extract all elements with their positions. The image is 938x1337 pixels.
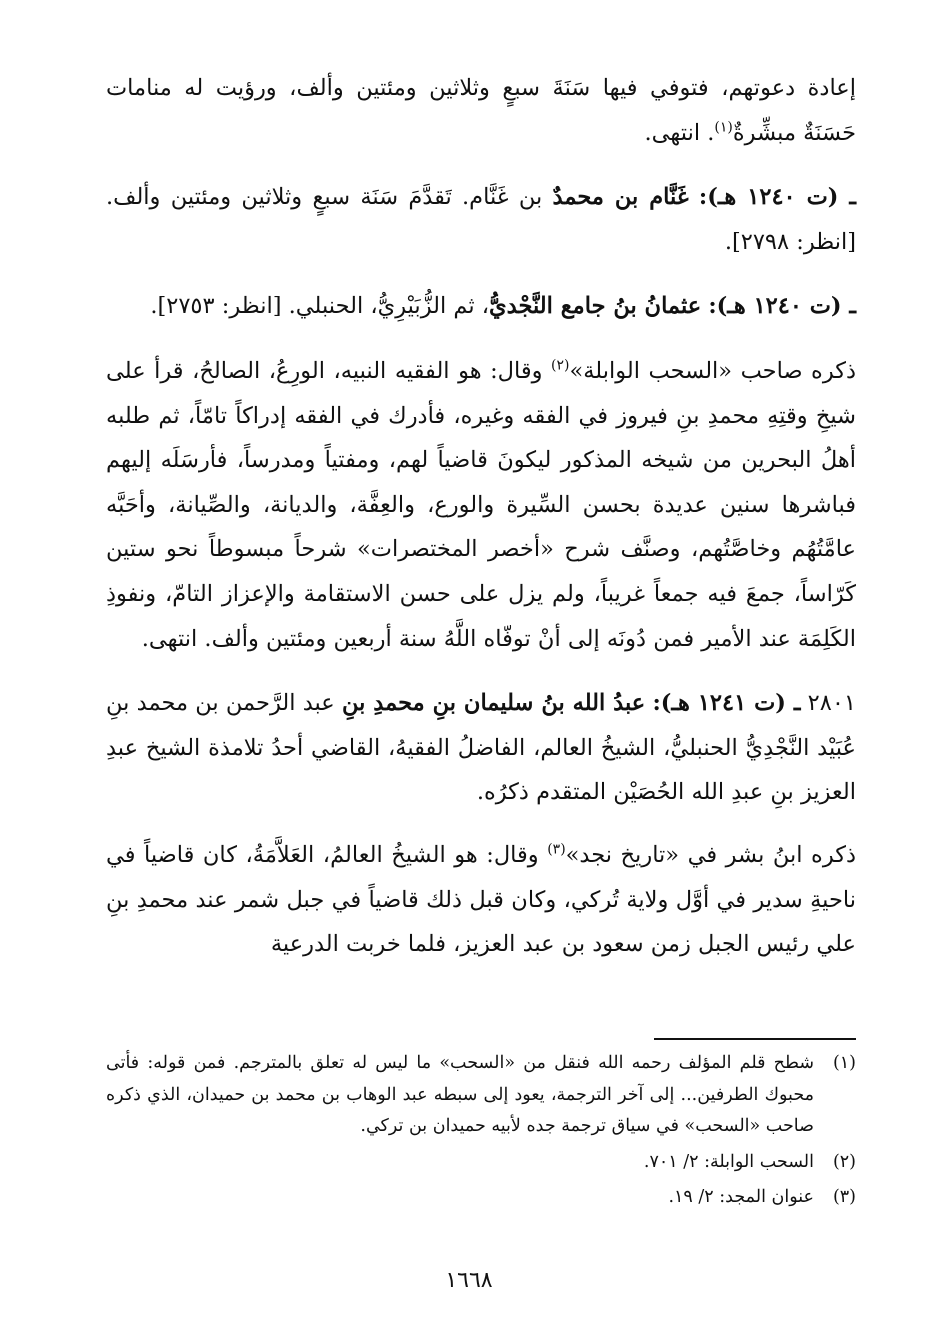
paragraph-uthman-bio	[106, 349, 856, 661]
footnote-1	[106, 1048, 856, 1143]
entry-text: بن غَنَّام. تَقدَّمَ سَنَة سبعٍ وثلاثين ومئتين وألف. [انظر: ٢٧٩٨].	[106, 184, 856, 255]
footnote-ref-1[interactable]: (١)	[714, 119, 733, 136]
footnote-text: عنوان المجد: ٢/ ١٩.	[668, 1187, 814, 1207]
entry-date: ـ (ت ١٢٤١ هـ):	[652, 690, 801, 717]
entry-date: ـ (ت ١٢٤٠ هـ):	[698, 184, 856, 211]
entry-text: عبد الرَّحمن بن محمد بنِ عُبَيْد النَّجْدِيُّ الحنبليُّ، الشيخُ العالم، الفاضلُ الفقيهُ، القاضي أحدُ تلامذة الشيخ عبدِ العزيز بنِ عبدِ الله الحُصَيْن المتقدم ذكرُه.	[106, 690, 856, 806]
footnote-text: السحب الوابلة: ٢/ ٧٠١.	[643, 1151, 814, 1172]
entry-name: غَنَّام بن محمدٌ	[552, 184, 689, 211]
paragraph-text: وقال: هو الشيخُ العالمُ، العَلاَّمَةُ، كان قاضياً في ناحيةِ سدير في أوَّل ولاية تُركي، وكان قبل ذلك قاضياً في جبل شمر عند محمدِ بنِ علي رئيس الجبل زمن سعود بن عبد العزيز، فلما خربت الدرعية	[106, 841, 856, 958]
paragraph-text: إعادة دعوتهم، فتوفي فيها سَنَةَ سبعٍ وثلاثين ومئتين وألف، ورؤيت له منامات حَسَنَةٌ مبشِّرةٌ	[106, 75, 856, 146]
entry-name: عبدُ الله بنُ سليمان بنِ محمدِ بنِ	[341, 690, 646, 717]
page-number: ١٦٦٨	[445, 1268, 493, 1293]
footnote-ref-2[interactable]: (٢)	[551, 357, 570, 374]
paragraph-abdullah-bio	[106, 833, 856, 967]
entry-number: ٢٨٠١	[807, 690, 857, 717]
paragraph-text-tail: . انتهى.	[644, 119, 715, 146]
footnote-number: (١)	[832, 1053, 856, 1073]
entry-date: ـ (ت ١٢٤٠ هـ):	[708, 293, 856, 320]
entry-text: ، ثم الزُّبَيْرِيُّ، الحنبلي. [انظر: ٢٧٥٣].	[150, 293, 490, 320]
entry-uthman	[106, 284, 856, 329]
entry-ghannam	[106, 175, 856, 264]
footnote-3	[106, 1182, 856, 1214]
footnote-ref-3[interactable]: (٣)	[547, 841, 566, 858]
paragraph-text: وقال: هو الفقيه النبيه، الورِعُ، الصالحُ، قرأ على شيخِ وقتِهِ محمدِ بنِ فيروز في الفقه وغيره، فأدرك في الفقه إدراكاً تامّاً، ثم طلبه أهلُ البحرين من شيخه المذكور ليكونَ قاضياً لهم، ومفتياً ومدرساً، فأرسَلَه إليهم فباشرها سنين عديدة بحسن السِّيرة والورع، والعِفَّة، والديانة، والصِّيانة، وأحَبَّه عامَّتُهُم وخاصَّتُهم، وصنَّف شرح «أخصر المختصرات» شرحاً مبسوطاً نحو ستين كَرّاساً، جمعَ فيه جمعاً غريباً، ولم يزل على حسن الاستقامة والإعزاز التامّ، ونفوذِ الكَلِمَة عند الأمير فمن دُونَه إلى أنْ توفّاه اللَّهُ سنة أربعين ومئتين وألف. انتهى.	[106, 357, 856, 652]
paragraph-lead: ذكره ابنُ بشر في «تاريخ نجد»	[565, 841, 856, 868]
entry-abdullah	[106, 681, 856, 815]
footnote-2	[106, 1147, 856, 1179]
footnote-text: شطح قلم المؤلف رحمه الله فنقل من «السحب» ما ليس له تعلق بالمترجم. فمن قوله: فأتى محبوك الطرفين... إلى آخر الترجمة، يعود إلى سبطه عبد الوهاب بن محمد بن حميدان، الذي ذكره صاحب «السحب» في سياق ترجمة جده لأبيه حميدان بن تركي.	[106, 1053, 814, 1136]
paragraph-continuation	[106, 66, 856, 155]
footnotes	[106, 1048, 856, 1218]
footnote-number: (٢)	[832, 1151, 856, 1172]
entry-name: عثمانُ بنُ جامع النَّجْديُّ	[489, 293, 702, 320]
footnote-divider	[654, 1038, 856, 1040]
footnote-number: (٣)	[832, 1187, 856, 1207]
paragraph-lead: ذكره صاحب «السحب الوابلة»	[569, 357, 856, 384]
